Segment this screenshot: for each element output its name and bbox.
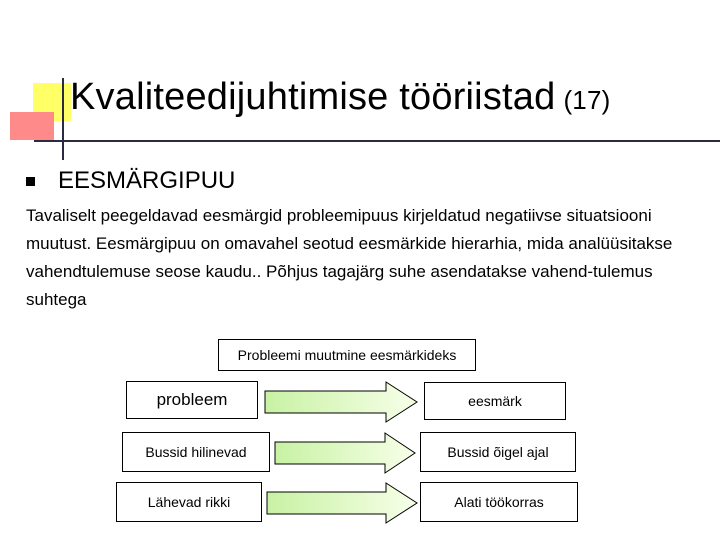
body-paragraph: Tavaliselt peegeldavad eesmärgid probleemipuus kirjeldatud negatiivse situatsiooni muutust. Eesmärgipuu on omavahel seotud eesmärkide hierarhia, mida analüüsitakse vahendtulemuse seose kaudu.. Põhjus tagajärg suhe asendatakse vahend-tulemus suhtega — [26, 206, 673, 309]
title-underline-rule — [34, 140, 720, 142]
goal-box-2: Bussid õigel ajal — [420, 432, 576, 472]
problem-box-3: Lähevad rikki — [116, 482, 262, 522]
title-decoration-vertical-rule — [62, 78, 64, 160]
slide-number: (17) — [563, 85, 611, 115]
diagram-header-box: Probleemi muutmine eesmärkideks — [218, 339, 476, 371]
square-bullet-icon — [26, 177, 35, 186]
problem-box-2: Bussid hilinevad — [122, 432, 270, 472]
problem-box-1: probleem — [126, 381, 258, 419]
bullet-heading: EESMÄRGIPUU — [58, 167, 236, 194]
right-arrow-icon — [266, 482, 418, 524]
right-arrow-icon — [264, 381, 418, 423]
goal-box-3: Alati töökorras — [420, 482, 578, 522]
slide-title-text: Kvaliteedijuhtimise tööriistad — [70, 76, 556, 118]
slide-title — [70, 76, 611, 119]
title-decoration-red-rectangle — [10, 112, 54, 140]
goal-box-1: eesmärk — [424, 382, 566, 420]
right-arrow-icon — [274, 432, 416, 474]
